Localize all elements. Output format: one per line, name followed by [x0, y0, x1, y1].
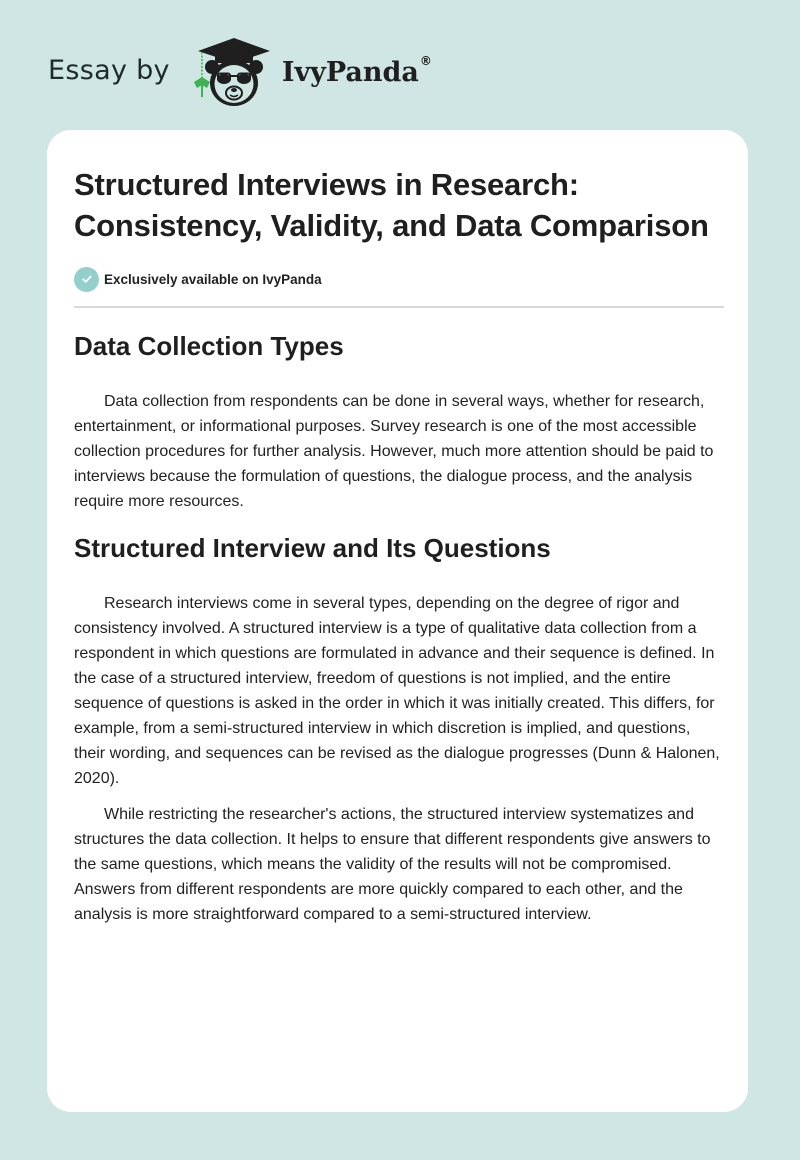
- brand-prefix: Essay by: [48, 54, 170, 86]
- section-data-collection-types: [74, 330, 724, 514]
- brand-name-text: IvyPanda: [281, 56, 419, 88]
- section-heading: Structured Interview and Its Questions: [74, 533, 551, 563]
- paragraph: Data collection from respondents can be done in several ways, whether for research, entertainment, or informational purposes. Survey research is one of the most accessible collection procedures for further analysis. However, much more attention should be paid to interviews because the formulation of questions, the dialogue process, and the analysis require more resources.: [74, 393, 714, 510]
- section-structured-interview: [74, 532, 724, 927]
- badge-label: Exclusively available on IvyPanda: [104, 271, 322, 287]
- exclusive-badge: [74, 266, 724, 292]
- section-heading: Data Collection Types: [74, 331, 344, 361]
- site-header: [48, 38, 432, 108]
- essay-title: Structured Interviews in Research: Consistency, Validity, and Data Comparison: [74, 167, 709, 243]
- title-divider: [74, 306, 724, 308]
- check-circle-icon: [74, 267, 99, 292]
- essay-card: [47, 130, 748, 1112]
- essay-article: [74, 164, 724, 927]
- paragraph: Research interviews come in several types, depending on the degree of rigor and consistency involved. A structured interview is a type of qualitative data collection from a respondent in which questions are formulated in advance and their sequence is defined. In the case of a structured interview, freedom of questions is not implied, and the entire sequence of questions is asked in the order in which it was initially created. This differs, for example, from a semi-structured interview in which discretion is implied, and questions, their wording, and sequences can be revised as the dialogue progresses (Dunn & Halonen, 2020).: [74, 595, 720, 787]
- registered-mark: ®: [419, 53, 432, 68]
- panda-graduate-icon[interactable]: [188, 35, 276, 109]
- paragraph: While restricting the researcher's actions, the structured interview systematizes and structures the data collection. It helps to ensure that different respondents give answers to the same questions, which means the validity of the results will not be compromised. Answers from different respondents are more quickly compared to each other, and the analysis is more straightforward compared to a semi-structured interview.: [74, 806, 711, 923]
- brand-name[interactable]: [281, 53, 432, 88]
